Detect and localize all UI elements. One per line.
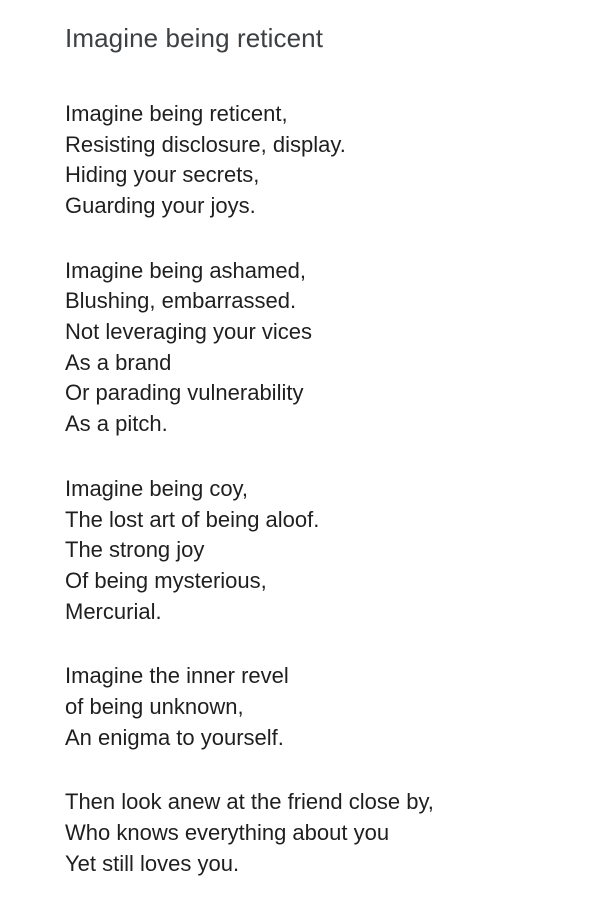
poem-line: The strong joy xyxy=(65,537,205,563)
poem-line: Imagine being reticent, xyxy=(65,100,288,126)
poem-body xyxy=(65,99,560,880)
poem-line: As a brand xyxy=(65,349,172,375)
stanza xyxy=(65,474,560,628)
poem-line: Imagine being coy, xyxy=(65,475,249,501)
poem-line: Guarding your joys. xyxy=(65,192,256,218)
stanza xyxy=(65,99,560,222)
poem-line: Resisting disclosure, display. xyxy=(65,131,346,157)
poem-line: An enigma to yourself. xyxy=(65,724,284,750)
poem-line: Yet still loves you. xyxy=(65,850,240,876)
stanza xyxy=(65,661,560,753)
poem-line: The lost art of being aloof. xyxy=(65,506,320,532)
poem-line: Of being mysterious, xyxy=(65,567,267,593)
stanza xyxy=(65,256,560,440)
poem-title: Imagine being reticent xyxy=(65,23,324,53)
poem-line: Imagine being ashamed, xyxy=(65,257,306,283)
poem-line: Hiding your secrets, xyxy=(65,162,260,188)
poem-line: of being unknown, xyxy=(65,694,244,720)
poem-line: As a pitch. xyxy=(65,411,168,437)
poem-line: Not leveraging your vices xyxy=(65,319,313,345)
poem-line: Imagine the inner revel xyxy=(65,663,289,689)
poem-line: Or parading vulnerability xyxy=(65,380,304,406)
stanza xyxy=(65,787,560,879)
poem-line: Who knows everything about you xyxy=(65,820,390,846)
poem-line: Mercurial. xyxy=(65,598,162,624)
poem-line: Then look anew at the friend close by, xyxy=(65,789,434,815)
poem-line: Blushing, embarrassed. xyxy=(65,288,297,314)
